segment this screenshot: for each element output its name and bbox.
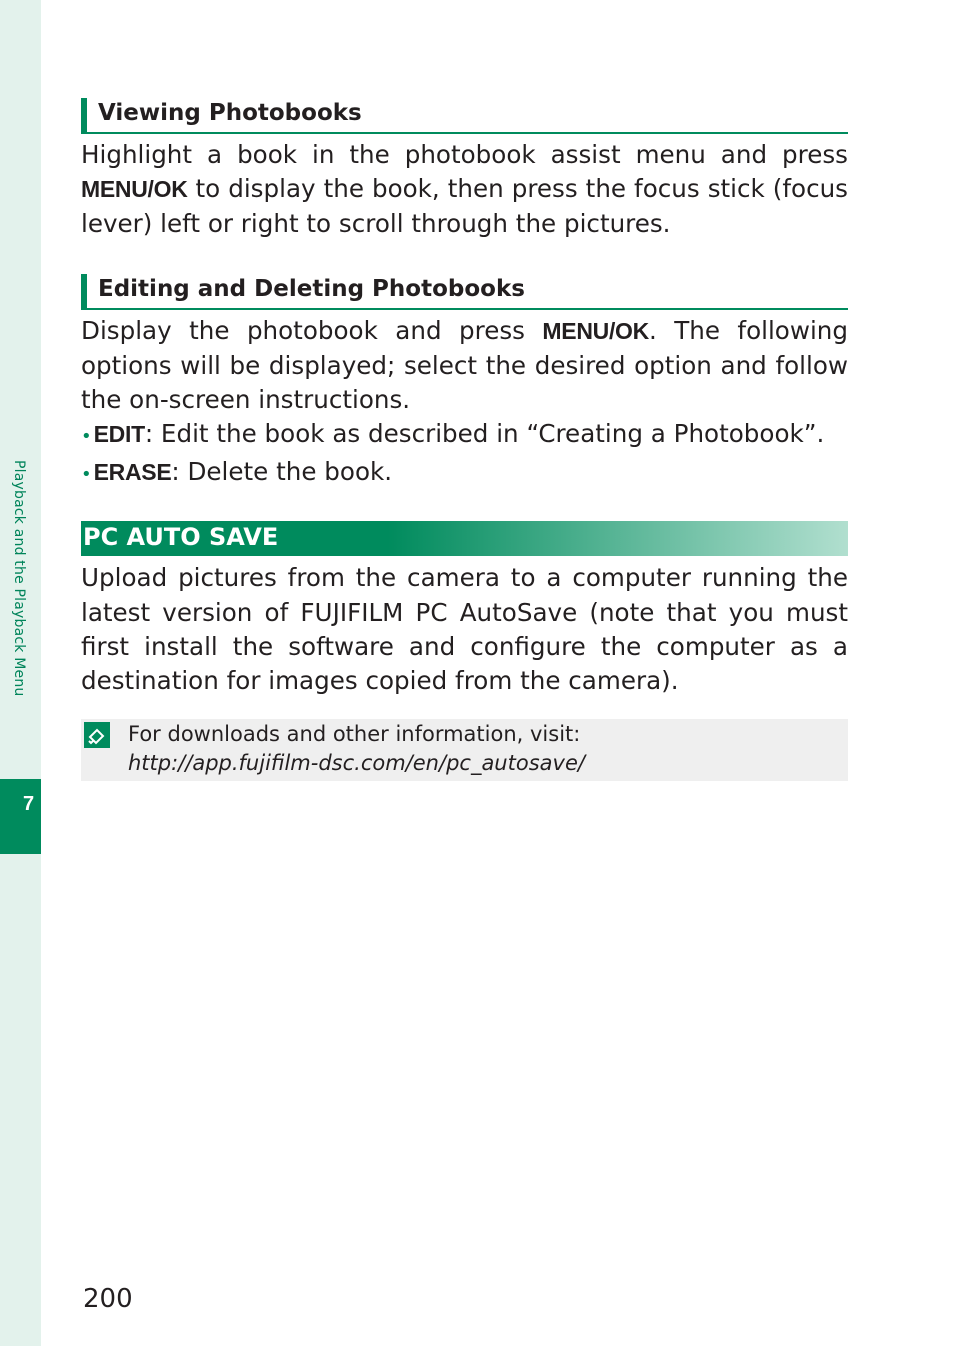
option-description: : Delete the book. (171, 456, 393, 486)
pc-auto-save-paragraph: Upload pictures from the camera to a computer running the latest version of FUJIFILM PC AutoSave (note that you must first install the software and configure the computer as a destination for images copied from the camera). (81, 563, 848, 696)
page-number: 200 (83, 1284, 133, 1314)
note-text: For downloads and other information, visit: (128, 721, 581, 746)
download-link[interactable]: http://app.fujifilm-dsc.com/en/pc_autosave/ (128, 750, 585, 775)
menu-ok-key: MENU/OK (81, 176, 188, 203)
note-icon (84, 722, 110, 748)
chapter-sidebar (0, 0, 41, 1346)
heading-bar (81, 274, 87, 308)
page-content (81, 96, 848, 781)
heading-text: Viewing Photobooks (98, 100, 362, 126)
editing-paragraph: Display the photobook and press MENU/OK. The following options will be displayed; select the desired option and follow the on-screen instructions. (81, 316, 848, 415)
menu-ok-key: MENU/OK (542, 318, 649, 345)
heading-bar (81, 98, 87, 132)
list-item (81, 455, 848, 492)
chapter-tab (0, 779, 41, 854)
option-key: EDIT (93, 421, 145, 448)
editing-photobooks-heading (81, 272, 848, 310)
heading-text: Editing and Deleting Photobooks (98, 276, 525, 303)
viewing-photobooks-heading (81, 96, 848, 134)
note-box (81, 719, 848, 781)
option-key: ERASE (93, 458, 172, 485)
option-description: : Edit the book as described in “Creating a Photobook”. (144, 419, 825, 449)
viewing-paragraph: Highlight a book in the photobook assist menu and press MENU/OK to display the book, then press the focus stick (focus lever) left or right to scroll through the pictures. (81, 140, 848, 238)
chapter-number: 7 (23, 793, 35, 815)
section-title: PC AUTO SAVE (83, 523, 279, 552)
options-list (81, 417, 848, 492)
pc-auto-save-heading (81, 521, 848, 556)
list-item (81, 417, 848, 454)
bullet-icon: • (81, 463, 92, 485)
chapter-title: Playback and the Playback Menu (11, 460, 27, 697)
bullet-icon: • (81, 426, 92, 448)
